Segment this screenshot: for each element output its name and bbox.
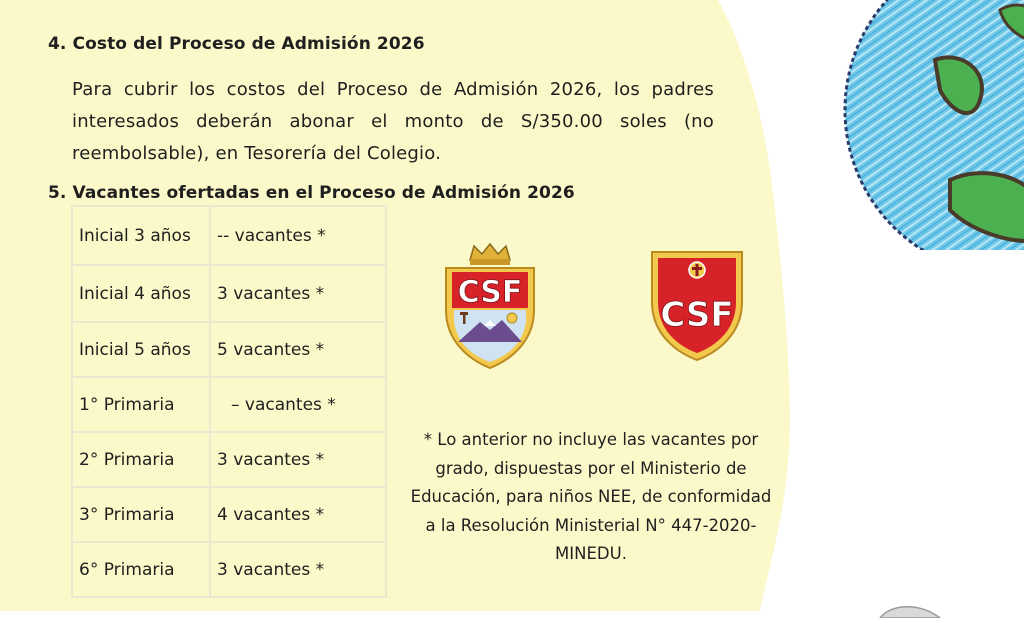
vacancies-cell: 5 vacantes * bbox=[210, 322, 386, 377]
crest-left-letters: CSF bbox=[457, 275, 523, 310]
crest-right-letters: CSF bbox=[660, 295, 734, 335]
section-4-paragraph: Para cubrir los costos del Proceso de Admisión 2026, los padres interesados deberán abonar el monto de S/350.00 soles (no reembolsable), en Tesorería del Colegio. bbox=[72, 79, 714, 164]
globe-illustration bbox=[840, 0, 1024, 250]
vacancies-cell: 3 vacantes * bbox=[210, 542, 386, 597]
school-crest-left-logo bbox=[440, 242, 540, 372]
table-row bbox=[72, 265, 386, 322]
level-cell: 1° Primaria bbox=[72, 377, 210, 432]
table-row bbox=[72, 377, 386, 432]
level-cell: Inicial 5 años bbox=[72, 322, 210, 377]
level-cell: Inicial 3 años bbox=[72, 206, 210, 265]
table-row bbox=[72, 542, 386, 597]
vacancies-footnote: * Lo anterior no incluye las vacantes por grado, dispuestas por el Ministerio de Educación, para niños NEE, de conformidad a la Resolución Ministerial N° 447-2020-MINEDU. bbox=[410, 430, 772, 563]
vacancies-cell: 3 vacantes * bbox=[210, 265, 386, 322]
level-cell: 3° Primaria bbox=[72, 487, 210, 542]
section-4-heading: 4. Costo del Proceso de Admisión 2026 bbox=[48, 34, 425, 54]
vacancies-cell: 3 vacantes * bbox=[210, 432, 386, 487]
vacancies-cell: 4 vacantes * bbox=[210, 487, 386, 542]
vacancies-cell: – vacantes * bbox=[210, 377, 386, 432]
table-row bbox=[72, 487, 386, 542]
vacancies-cell: -- vacantes * bbox=[210, 206, 386, 265]
table-row bbox=[72, 432, 386, 487]
school-crest-right-logo bbox=[648, 246, 746, 364]
corner-decoration bbox=[870, 598, 950, 618]
section-5-heading: 5. Vacantes ofertadas en el Proceso de Admisión 2026 bbox=[48, 183, 575, 203]
table-row bbox=[72, 206, 386, 265]
level-cell: Inicial 4 años bbox=[72, 265, 210, 322]
vacancies-table bbox=[71, 205, 387, 598]
level-cell: 2° Primaria bbox=[72, 432, 210, 487]
level-cell: 6° Primaria bbox=[72, 542, 210, 597]
table-row bbox=[72, 322, 386, 377]
